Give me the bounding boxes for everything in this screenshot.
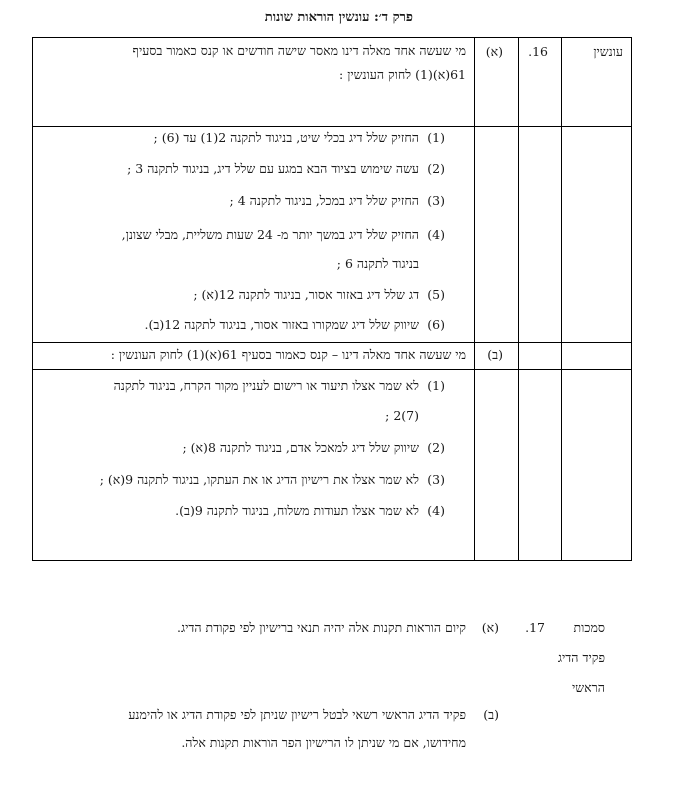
table-row-divider xyxy=(32,342,632,343)
section17-b-text: מחידושו, אם מי שניתן לו הרישיון הפר הוראות תקנות אלה. xyxy=(181,735,466,750)
subsection-mark-a: (א) xyxy=(481,620,499,635)
list-item-continuation: בניגוד לתקנה 6 ; xyxy=(336,256,419,271)
list-item: החזיק שלל דיג במכל, בניגוד לתקנה 4 ; xyxy=(229,193,419,208)
side-title-line: פקיד הדיג xyxy=(557,650,605,665)
subsection-mark-b: (ב) xyxy=(487,347,503,362)
subsection-b-intro: מי שעשה אחד מאלה דינו – קנס כאמור בסעיף 61(א)(1) לחוק העונשין : xyxy=(110,347,466,362)
item-number: (4) xyxy=(427,227,445,242)
table-row-divider xyxy=(32,369,632,370)
side-title-line: הראשי xyxy=(572,680,605,695)
item-number: (3) xyxy=(427,472,445,487)
page-title: פרק ד׳: עונשין הוראות שונות xyxy=(264,10,413,25)
list-item: החזיק שלל דיג במשך יותר מ- 24 שעות משליית, מבלי שצונן, xyxy=(121,227,419,242)
list-item: לא שמר אצלו את רישיון הדיג או את העתקו, בניגוד לתקנה 9(א) ; xyxy=(99,472,419,487)
item-number: (2) xyxy=(427,440,445,455)
item-number: (1) xyxy=(427,378,445,393)
section17-b-text: פקיד הדיג הראשי רשאי לבטל רישיון שניתן לפי פקודת הדיג או להימנע xyxy=(128,707,466,722)
table-col-divider xyxy=(518,37,519,561)
subsection-a-intro: 61(א)(1) לחוק העונשין : xyxy=(339,67,466,82)
side-title-line: סמכות xyxy=(573,620,605,635)
item-number: (2) xyxy=(427,161,445,176)
item-number: (1) xyxy=(427,130,445,145)
list-item: שיווק שלל דיג שמקורו באזור אסור, בניגוד לתקנה 12(ב). xyxy=(144,317,419,332)
table-col-divider xyxy=(561,37,562,561)
section-title-penalties: עונשין xyxy=(593,44,623,59)
table-col-divider xyxy=(474,37,475,561)
section-number-17: 17. xyxy=(525,620,545,635)
list-item: שיווק שלל דיג למאכל אדם, בניגוד לתקנה 8(א) ; xyxy=(182,440,419,455)
subsection-mark-a: (א) xyxy=(485,44,503,59)
list-item: לא שמר אצלו תיעוד או רישום לעניין מקור הקרח, בניגוד לתקנה xyxy=(113,378,419,393)
list-item: עשה שימוש בציוד הבא במגע עם שלל דיג, בניגוד לתקנה 3 ; xyxy=(127,161,419,176)
table-border-top xyxy=(32,37,632,38)
list-item: לא שמר אצלו תעודות משלוח, בניגוד לתקנה 9(ב). xyxy=(175,503,419,518)
subsection-a-intro: מי שעשה אחד מאלה דינו מאסר שישה חודשים או קנס כאמור בסעיף xyxy=(132,43,466,58)
item-number: (4) xyxy=(427,503,445,518)
list-item-continuation: (7)2 ; xyxy=(385,408,419,423)
item-number: (5) xyxy=(427,287,445,302)
section17-a-text: קיום הוראות תקנות אלה יהיה תנאי ברישיון לפי פקודת הדיג. xyxy=(177,620,466,635)
list-item: החזיק שלל דיג בכלי שיט, בניגוד לתקנה 2(1) עד (6) ; xyxy=(153,130,419,145)
item-number: (3) xyxy=(427,193,445,208)
item-number: (6) xyxy=(427,317,445,332)
section-number-16: 16. xyxy=(528,44,548,59)
table-row-divider xyxy=(32,126,632,127)
table-border-bottom xyxy=(32,560,632,561)
list-item: דג שלל דיג באזור אסור, בניגוד לתקנה 12(א) ; xyxy=(193,287,419,302)
table-border-left xyxy=(32,37,33,561)
table-border-right xyxy=(631,37,632,561)
subsection-mark-b: (ב) xyxy=(483,707,499,722)
